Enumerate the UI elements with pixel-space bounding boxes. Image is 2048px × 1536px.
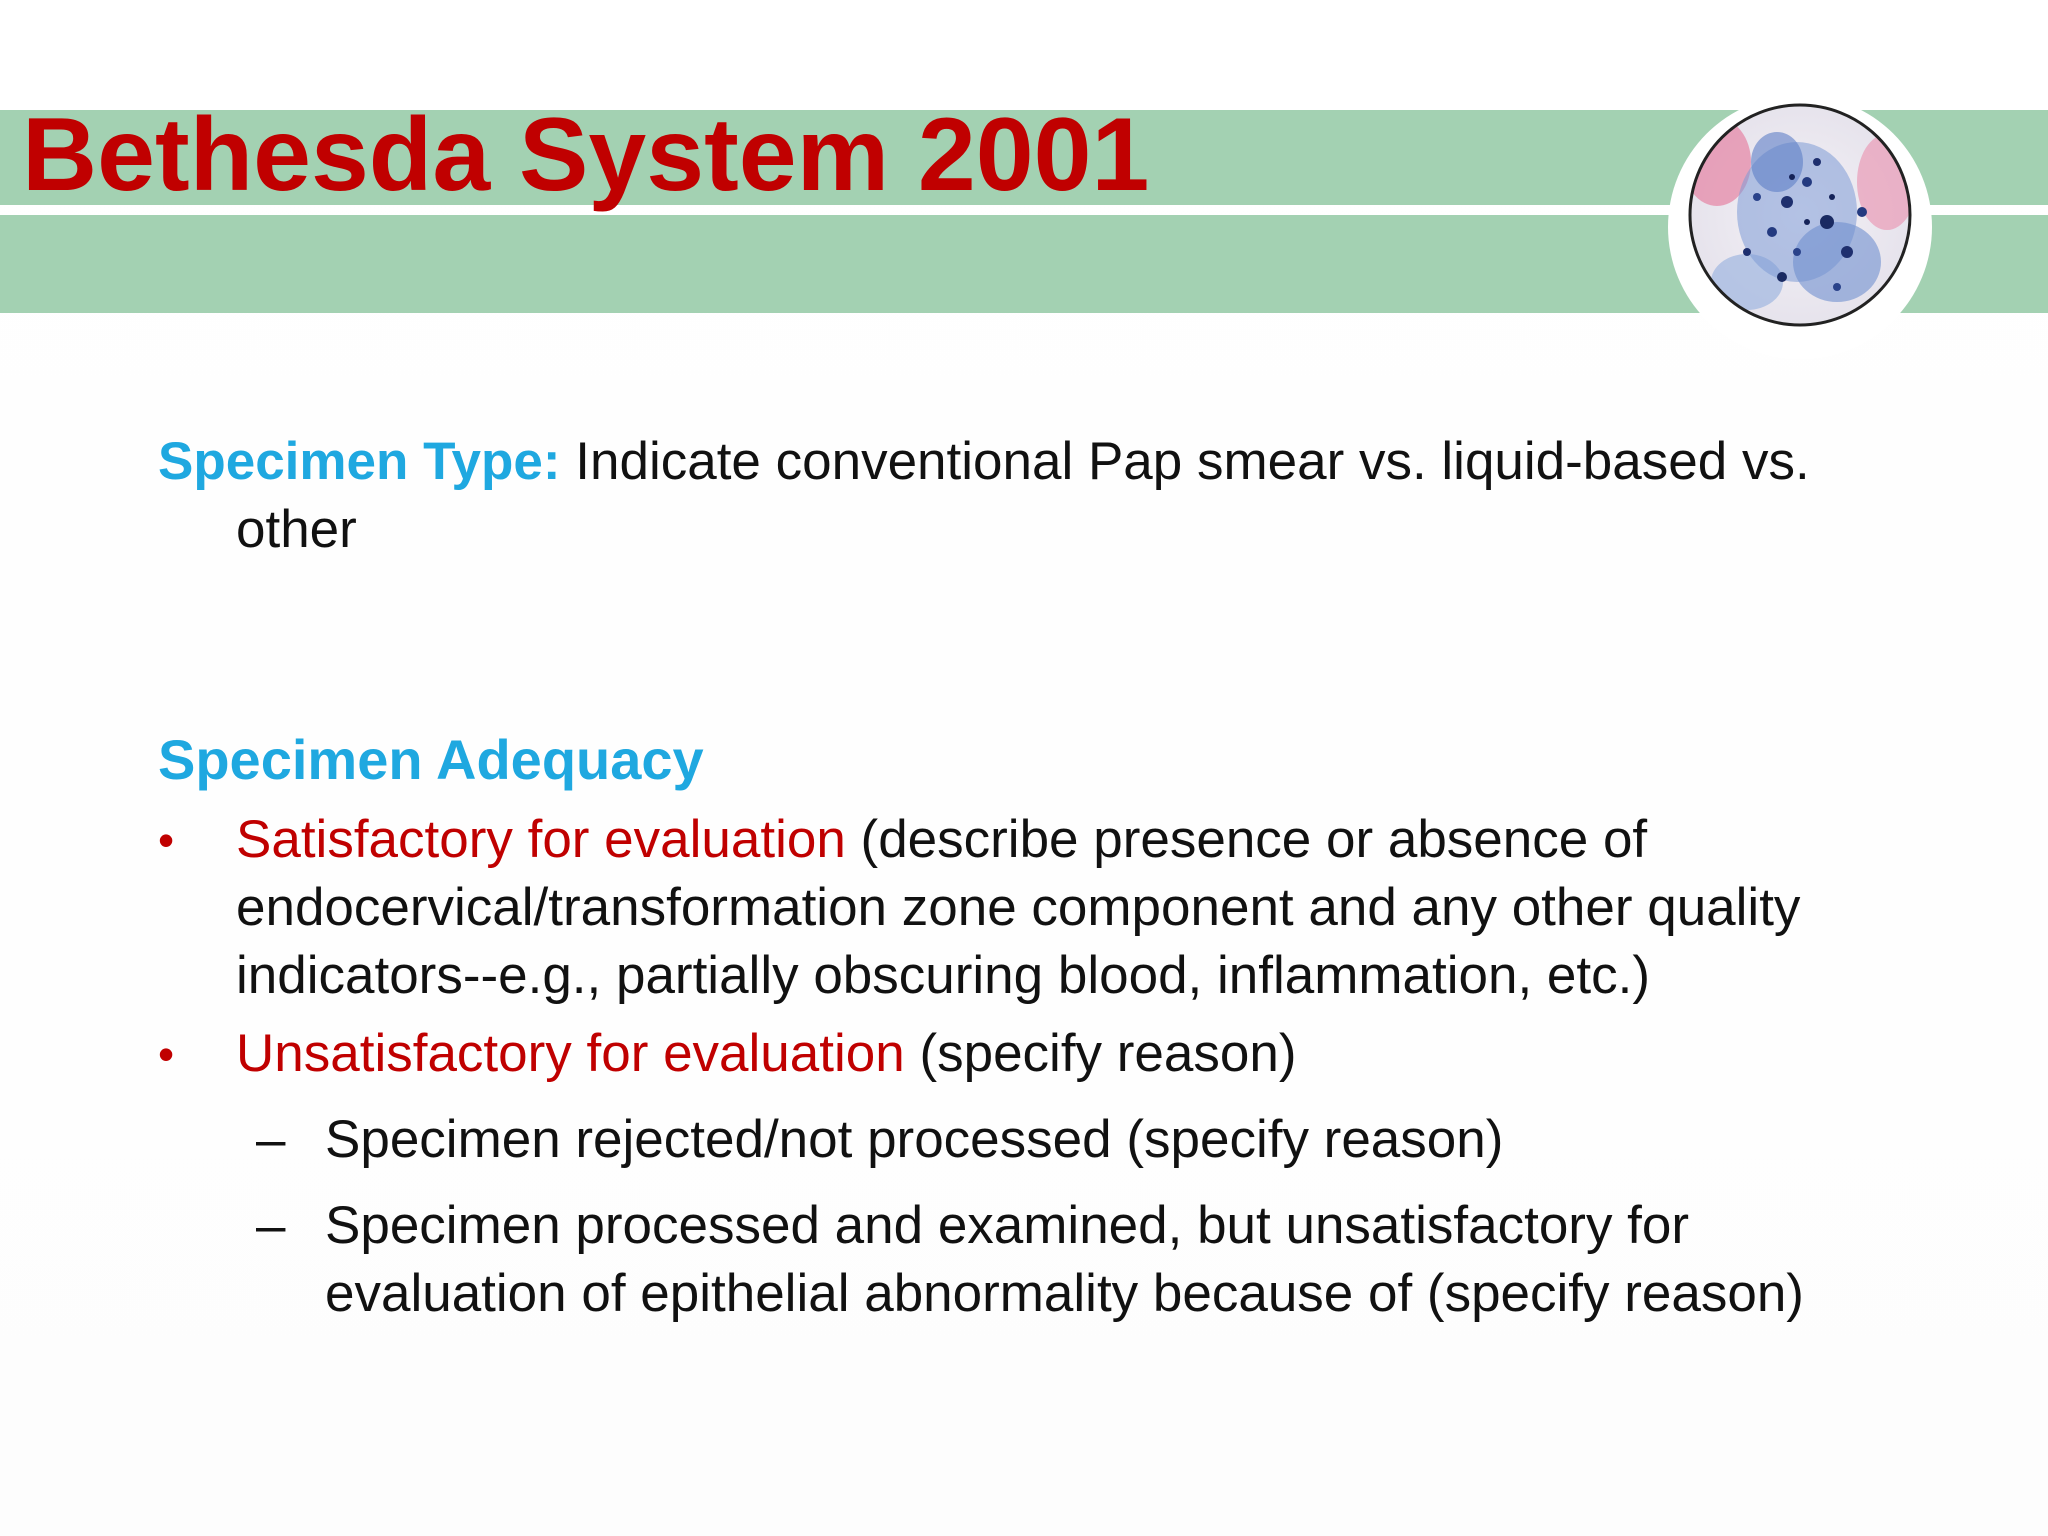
spacer: [158, 564, 1918, 724]
bullet-unsatisfactory: [158, 1020, 1918, 1088]
dash-marker: –: [256, 1110, 286, 1169]
sub-item-text: Specimen rejected/not processed (specify reason): [325, 1110, 1504, 1169]
specimen-adequacy-heading: Specimen Adequacy: [158, 728, 704, 791]
bullet-lead: Satisfactory for evaluation: [236, 810, 846, 869]
sub-item-processed: [158, 1192, 1918, 1328]
specimen-type-text: Indicate conventional Pap smear vs. liquid-based vs. other: [236, 432, 1810, 559]
bullet-text: (describe presence or absence of endocervical/transformation zone component and any other quality indicators--e.g., partially obscuring blood, inflammation, etc.): [236, 810, 1801, 1005]
dash-marker: –: [256, 1196, 286, 1255]
pap-smear-micrograph-image: [1687, 102, 1913, 328]
specimen-type-label: Specimen Type:: [158, 432, 561, 491]
bullet-marker: •: [158, 814, 175, 866]
bullet-text: (specify reason): [919, 1024, 1297, 1083]
bullet-marker: •: [158, 1028, 175, 1080]
bullet-lead: Unsatisfactory for evaluation: [236, 1024, 905, 1083]
slide-title: Bethesda System 2001: [22, 97, 1150, 213]
sub-item-text: Specimen processed and examined, but unsatisfactory for evaluation of epithelial abnormality because of (specify reason): [325, 1196, 1804, 1323]
specimen-type-line: [158, 428, 1918, 564]
bullet-satisfactory: [158, 806, 1918, 1010]
slide-content: [158, 428, 1918, 1328]
sub-item-rejected: [158, 1106, 1918, 1174]
